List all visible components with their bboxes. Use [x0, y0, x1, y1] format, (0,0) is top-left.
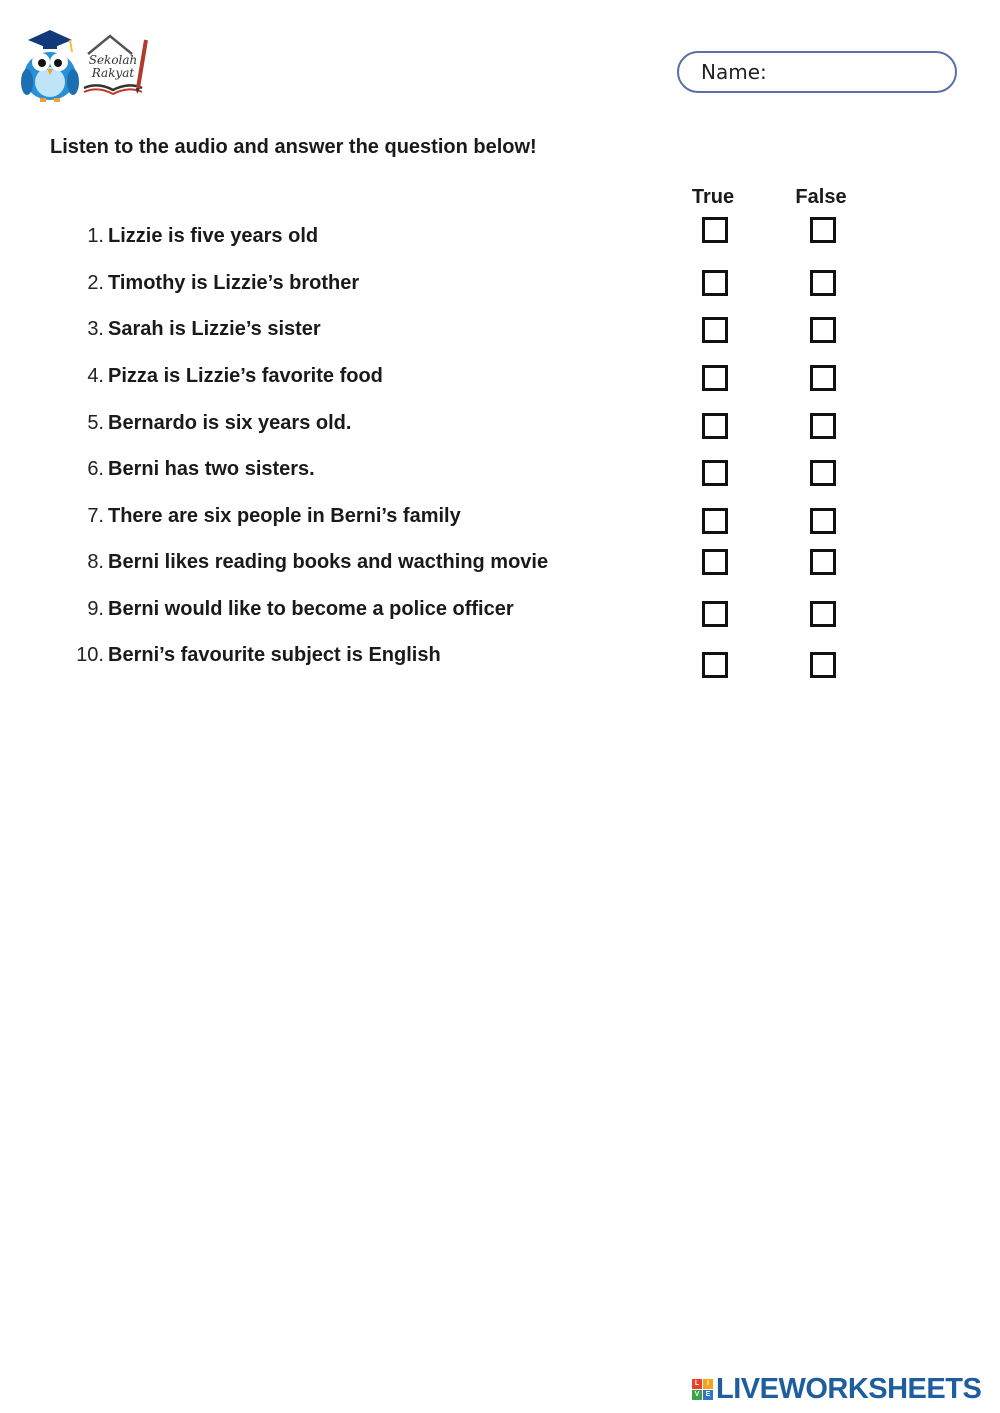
- question-text: There are six people in Berni’s family: [108, 505, 461, 527]
- question-text: Berni likes reading books and wacthing movie: [108, 551, 549, 573]
- false-checkbox[interactable]: [810, 217, 836, 243]
- true-checkbox[interactable]: [702, 270, 728, 296]
- question-number: 6.: [87, 458, 104, 480]
- true-checkbox[interactable]: [702, 549, 728, 575]
- true-checkbox[interactable]: [702, 217, 728, 243]
- true-checkbox[interactable]: [702, 652, 728, 678]
- question-text: Timothy is Lizzie’s brother: [108, 272, 360, 294]
- false-checkbox[interactable]: [810, 413, 836, 439]
- question-number: 1.: [87, 225, 104, 247]
- logo-brand-line2: Rakyat: [91, 66, 135, 80]
- liveworksheets-logo-icon: [692, 1379, 713, 1400]
- logo-tile: I: [703, 1379, 713, 1389]
- question-number: 2.: [87, 272, 104, 294]
- false-checkbox[interactable]: [810, 549, 836, 575]
- question-number: 7.: [87, 505, 104, 527]
- question-text: Sarah is Lizzie’s sister: [108, 318, 321, 340]
- question-number: 3.: [87, 318, 104, 340]
- true-checkbox[interactable]: [702, 508, 728, 534]
- column-header-false: False: [795, 186, 847, 208]
- question-number: 9.: [87, 598, 104, 620]
- false-checkbox[interactable]: [810, 652, 836, 678]
- false-checkbox[interactable]: [810, 365, 836, 391]
- question-number: 5.: [87, 412, 104, 434]
- true-checkbox[interactable]: [702, 365, 728, 391]
- question-text: Berni’s favourite subject is English: [108, 644, 441, 666]
- question-text: Pizza is Lizzie’s favorite food: [108, 365, 383, 387]
- true-checkbox[interactable]: [702, 460, 728, 486]
- logo-tile: E: [703, 1390, 713, 1400]
- false-checkbox[interactable]: [810, 508, 836, 534]
- question-text: Berni has two sisters.: [108, 458, 315, 480]
- column-header-true: True: [691, 186, 735, 208]
- liveworksheets-brand: [692, 1373, 981, 1406]
- question-text: Bernardo is six years old.: [108, 412, 352, 434]
- false-checkbox[interactable]: [810, 317, 836, 343]
- question-number: 10.: [76, 644, 104, 666]
- true-checkbox[interactable]: [702, 317, 728, 343]
- logo-brand-line1: Sekolah: [88, 53, 138, 67]
- question-number: 4.: [87, 365, 104, 387]
- true-checkbox[interactable]: [702, 601, 728, 627]
- false-checkbox[interactable]: [810, 460, 836, 486]
- logo-tile: L: [692, 1379, 702, 1389]
- false-checkbox[interactable]: [810, 270, 836, 296]
- name-input[interactable]: [773, 61, 947, 84]
- true-checkbox[interactable]: [702, 413, 728, 439]
- logo-tile: V: [692, 1390, 702, 1400]
- instruction-text: Listen to the audio and answer the question below!: [50, 136, 537, 158]
- question-text: Berni would like to become a police officer: [108, 598, 514, 620]
- school-logo: [18, 26, 158, 106]
- footer-brand-text: LIVEWORKSHEETS: [716, 1373, 982, 1405]
- false-checkbox[interactable]: [810, 601, 836, 627]
- question-text: Lizzie is five years old: [108, 225, 319, 247]
- question-number: 8.: [87, 551, 104, 573]
- name-label: Name:: [701, 60, 767, 84]
- name-field[interactable]: [677, 51, 957, 93]
